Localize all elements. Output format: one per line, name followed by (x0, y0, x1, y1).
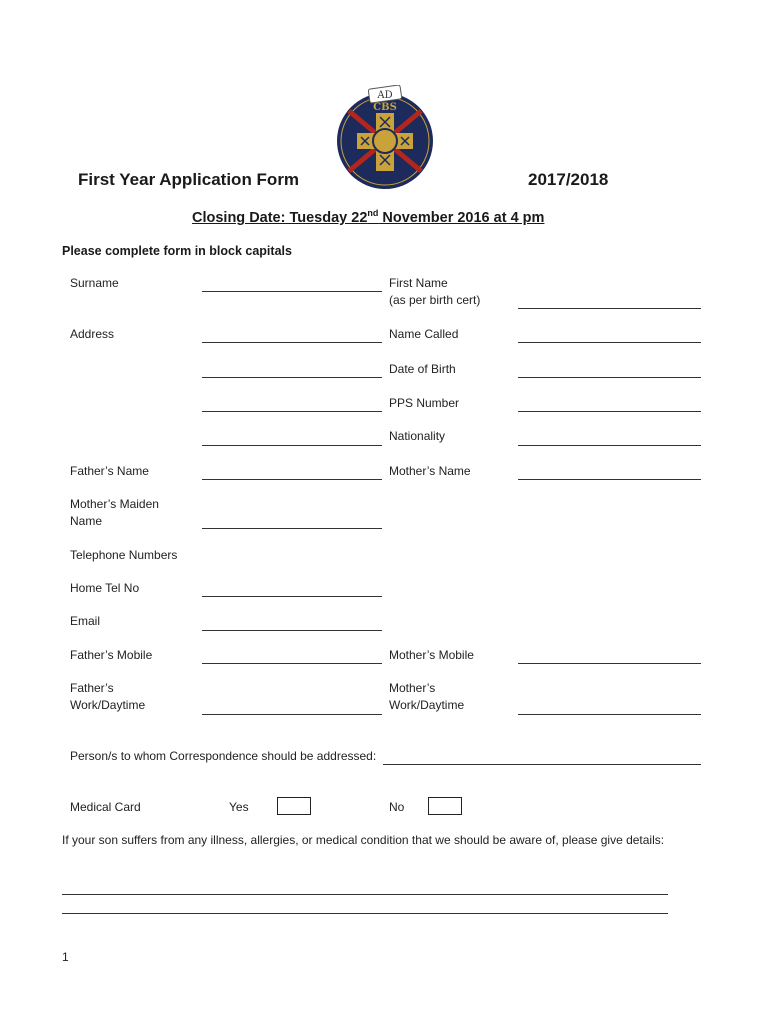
pps-label: PPS Number (389, 396, 460, 410)
mothers-name-label: Mother’s Name (389, 464, 471, 478)
medical-details-line-1[interactable] (62, 894, 668, 895)
surname-field[interactable] (202, 291, 382, 292)
svg-text:CBS: CBS (373, 102, 397, 113)
closing-date-prefix: Closing Date: Tuesday 22 (192, 209, 368, 226)
closing-date-sup: nd (367, 208, 379, 218)
fathers-work-label-2: Work/Daytime (70, 698, 146, 712)
fathers-name-field[interactable] (202, 479, 382, 480)
surname-label: Surname (70, 276, 119, 290)
fathers-work-field[interactable] (202, 714, 382, 715)
first-name-label-1: First Name (389, 276, 448, 290)
instructions: Please complete form in block capitals (62, 244, 292, 258)
mothers-name-field[interactable] (518, 479, 701, 480)
mothers-maiden-label-2: Name (70, 514, 103, 528)
correspondence-field[interactable] (383, 764, 701, 765)
page-number: 1 (62, 950, 69, 964)
fathers-mobile-label: Father’s Mobile (70, 648, 153, 662)
telephone-numbers-label: Telephone Numbers (70, 548, 178, 562)
medical-card-yes-label: Yes (229, 800, 249, 814)
mothers-mobile-field[interactable] (518, 663, 701, 664)
mothers-mobile-label: Mother’s Mobile (389, 648, 474, 662)
closing-date (192, 208, 544, 226)
first-name-field[interactable] (518, 308, 701, 309)
address-line-2[interactable] (202, 377, 382, 378)
mothers-work-field[interactable] (518, 714, 701, 715)
correspondence-label: Person/s to whom Correspondence should be addressed: (70, 749, 377, 763)
academic-year: 2017/2018 (528, 170, 609, 189)
address-line-3[interactable] (202, 411, 382, 412)
medical-details-line-2[interactable] (62, 913, 668, 914)
mothers-maiden-field[interactable] (202, 528, 382, 529)
medical-card-label: Medical Card (70, 800, 141, 814)
first-name-label-2: (as per birth cert) (389, 293, 481, 307)
mothers-work-label-2: Work/Daytime (389, 698, 465, 712)
fathers-mobile-field[interactable] (202, 663, 382, 664)
name-called-label: Name Called (389, 327, 459, 341)
nationality-field[interactable] (518, 445, 701, 446)
fathers-name-label: Father’s Name (70, 464, 149, 478)
closing-date-suffix: November 2016 at 4 pm (378, 209, 545, 226)
medical-card-yes-checkbox[interactable] (277, 797, 311, 815)
pps-field[interactable] (518, 411, 701, 412)
home-tel-label: Home Tel No (70, 581, 140, 595)
address-label: Address (70, 327, 115, 341)
medical-card-no-checkbox[interactable] (428, 797, 462, 815)
address-line-4[interactable] (202, 445, 382, 446)
dob-field[interactable] (518, 377, 701, 378)
fathers-work-label-1: Father’s (70, 681, 114, 695)
email-field[interactable] (202, 630, 382, 631)
email-label: Email (70, 614, 101, 628)
address-line-1[interactable] (202, 342, 382, 343)
crest-icon (333, 85, 437, 189)
svg-text:AD: AD (377, 90, 393, 101)
school-crest-logo (333, 85, 437, 189)
medical-condition-note: If your son suffers from any illness, allergies, or medical condition that we should be aware of, please give details: (62, 833, 665, 847)
name-called-field[interactable] (518, 342, 701, 343)
dob-label: Date of Birth (389, 362, 456, 376)
mothers-maiden-label-1: Mother’s Maiden (70, 497, 159, 511)
nationality-label: Nationality (389, 429, 446, 443)
form-title: First Year Application Form (78, 170, 300, 189)
mothers-work-label-1: Mother’s (389, 681, 436, 695)
home-tel-field[interactable] (202, 596, 382, 597)
medical-card-no-label: No (389, 800, 405, 814)
